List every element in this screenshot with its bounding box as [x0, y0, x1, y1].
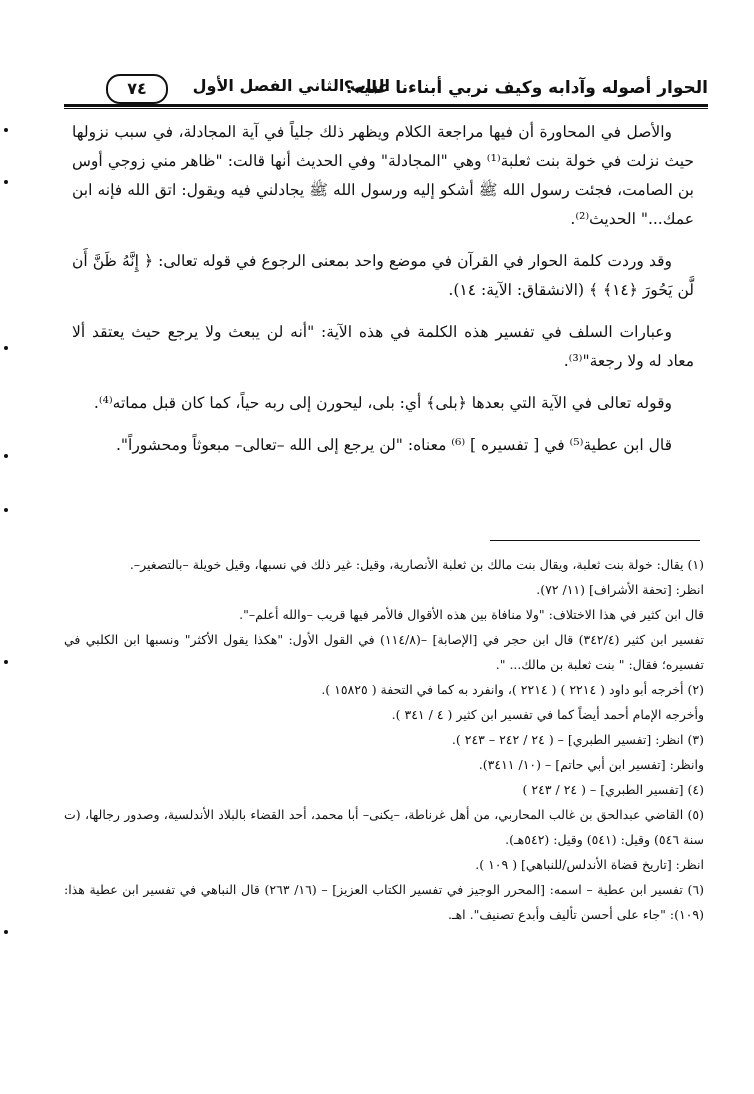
- footnote: (١) يقال: خولة بنت ثعلبة، ويقال بنت مالك بن ثعلبة الأنصارية، وقيل: غير ذلك في نسبها، وقيل خويلة –بالتصغير–.: [129, 557, 704, 572]
- paragraph: قال ابن عطية⁽⁵⁾ في [ تفسيره ] ⁽⁶⁾ معناه: "لن يرجع إلى الله –تعالى– مبعوثاً ومحشوراً".: [115, 436, 672, 454]
- paragraph: وقد وردت كلمة الحوار في القرآن في موضع واحد بمعنى الرجوع في قوله تعالى: ﴿ إِنَّهُ ظَنَّ أَن لَّن يَحُورَ ﴿١٤﴾ ﴾ (الانشقاق: الآية: ١٤).: [72, 252, 694, 299]
- footnote: (٣) انظر: [تفسير الطبري] – ( ٢٤ / ٢٤٢ – ٢٤٣ ).: [451, 732, 704, 747]
- footnote: وأخرجه الإمام أحمد أيضاً كما في تفسير ابن كثير ( ٤ / ٣٤١ ).: [391, 707, 704, 722]
- margin-dot: [4, 660, 8, 664]
- margin-dot: [4, 180, 8, 184]
- chapter-title: الباب الثاني الفصل الأول: [192, 76, 390, 95]
- footnote: انظر: [تحفة الأشراف] (١١/ ٧٢).: [536, 582, 704, 597]
- main-text: [72, 118, 694, 473]
- paragraph: وقوله تعالى في الآية التي بعدها ﴿بلى﴾ أي: بلى، ليحورن إلى ربه حياً، كما كان قبل مماته⁽⁴⁾.: [93, 394, 672, 412]
- footnote: (٦) تفسير ابن عطية – اسمه: [المحرر الوجيز في تفسير الكتاب العزيز] – (١٦/ ٢٦٣) قال النباهي في تفسير ابن عطية هذا: (١٠٩): "جاء على أحسن تأليف وأبدع تصنيف". اهـ.: [64, 882, 704, 922]
- margin-dot: [4, 508, 8, 512]
- footnote: تفسير ابن كثير (٣٤٢/٤) قال ابن حجر في [الإصابة] –(١١٤/٨) في القول الأول: "هكذا يقول الأكثر" ونسبها ابن الكلبي في تفسيره؛ فقال: " بنت ثعلبة بن مالك... ".: [64, 632, 705, 672]
- footnote: (٤) [تفسير الطبري] – ( ٢٤ / ٢٤٣ ): [522, 782, 704, 797]
- margin-dot: [4, 930, 8, 934]
- margin-dot: [4, 346, 8, 350]
- header-rule: [64, 104, 708, 107]
- margin-dot: [4, 454, 8, 458]
- footnote: انظر: [تاريخ قضاة الأندلس/للنباهي] ( ١٠٩ ).: [475, 857, 704, 872]
- footnote: (٢) أخرجه أبو داود ( ٢٢١٤ ) ( ٢٢١٤ )، وانفرد به كما في التحفة ( ١٥٨٢٥ ).: [321, 682, 704, 697]
- footnote-separator: [490, 540, 700, 541]
- footnote: وانظر: [تفسير ابن أبي حاتم] – (١٠/ ٣٤١١).: [478, 757, 704, 772]
- page-number: ٧٤: [106, 74, 168, 104]
- footnotes: [64, 552, 704, 927]
- margin-dot: [4, 128, 8, 132]
- book-title: الحوار أصوله وآدابه وكيف نربي أبناءنا عليه؟: [343, 78, 708, 98]
- paragraph: والأصل في المحاورة أن فيها مراجعة الكلام ويظهر ذلك جلياً في آية المجادلة، في سبب نزولها حيث نزلت في خولة بنت ثعلبة⁽¹⁾ وهي "المجادلة" وفي الحديث أنها قالت: "ظاهر مني زوجي أوس بن الصامت، فجئت رسول الله ﷺ أشكو إليه ورسول الله ﷺ يجادلني فيه ويقول: اتق الله فإنه ابن عمك..." الحديث⁽²⁾.: [72, 123, 694, 228]
- footnote: (٥) القاضي عبدالحق بن غالب المحاربي، من أهل غرناطة، –يكنى– أبا محمد، أحد القضاء بالبلاد الأندلسية، وصدور رجالها، (ت سنة ٥٤٦) وقيل: (٥٤١) وقيل: (٥٤٢هـ).: [64, 807, 704, 847]
- header-rule-thin: [64, 108, 708, 109]
- footnote: قال ابن كثير في هذا الاختلاف: "ولا منافاة بين هذه الأقوال فالأمر فيها قريب –والله أعلم–".: [239, 607, 704, 622]
- paragraph: وعبارات السلف في تفسير هذه الكلمة في هذه الآية: "أنه لن يبعث ولا يرجع حيث يعتقد ألا معاد له ولا رجعة"⁽³⁾.: [72, 323, 694, 370]
